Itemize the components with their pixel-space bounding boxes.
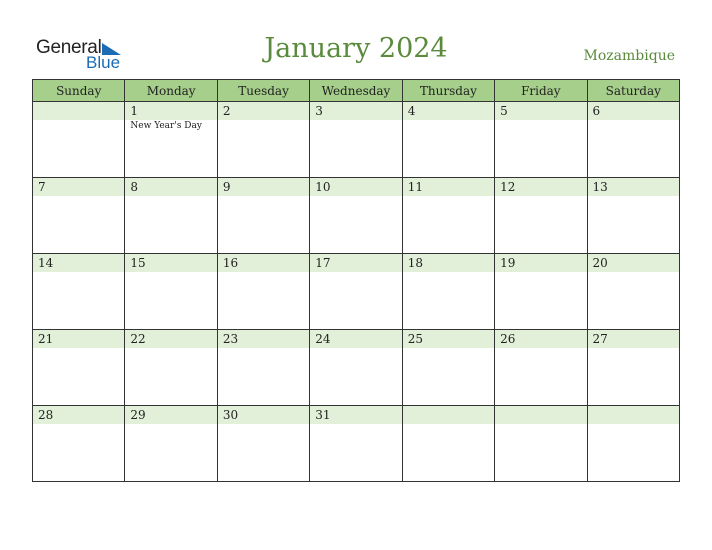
day-cell (33, 254, 125, 330)
day-cell (587, 102, 679, 178)
day-cell (33, 178, 125, 254)
week-row (33, 254, 680, 330)
day-number: 8 (125, 178, 216, 196)
country-label: Mozambique (583, 48, 675, 64)
day-cell (587, 254, 679, 330)
day-number (33, 102, 124, 120)
day-cell (310, 330, 402, 406)
week-row (33, 330, 680, 406)
day-number: 21 (33, 330, 124, 348)
day-number: 15 (125, 254, 216, 272)
day-cell (33, 406, 125, 482)
day-cell (125, 330, 217, 406)
day-cell (402, 406, 494, 482)
day-number: 14 (33, 254, 124, 272)
weekday-header: Sunday (33, 80, 125, 102)
day-number: 6 (588, 102, 679, 120)
day-cell (587, 178, 679, 254)
day-cell (33, 330, 125, 406)
day-number: 1 (125, 102, 216, 120)
day-number: 27 (588, 330, 679, 348)
day-number: 17 (310, 254, 401, 272)
holiday-label: New Year's Day (130, 121, 202, 131)
day-number: 4 (403, 102, 494, 120)
page-title: January 2024 (264, 33, 448, 64)
day-cell (33, 102, 125, 178)
weekday-header: Thursday (402, 80, 494, 102)
day-cell (495, 102, 587, 178)
day-number: 9 (218, 178, 309, 196)
day-number: 29 (125, 406, 216, 424)
day-cell (217, 178, 309, 254)
logo-general-text: General (36, 37, 102, 58)
day-number: 25 (403, 330, 494, 348)
week-row (33, 102, 680, 178)
day-number: 30 (218, 406, 309, 424)
day-number: 12 (495, 178, 586, 196)
day-number: 20 (588, 254, 679, 272)
day-number: 23 (218, 330, 309, 348)
weekday-header: Tuesday (217, 80, 309, 102)
calendar-grid (32, 79, 680, 482)
day-cell (217, 254, 309, 330)
weekday-header-row (33, 80, 680, 102)
day-cell (402, 178, 494, 254)
day-number: 7 (33, 178, 124, 196)
day-cell (587, 406, 679, 482)
weekday-header: Wednesday (310, 80, 402, 102)
day-number: 2 (218, 102, 309, 120)
day-cell (402, 102, 494, 178)
day-cell (310, 254, 402, 330)
day-cell (217, 330, 309, 406)
day-cell (310, 178, 402, 254)
day-number: 3 (310, 102, 401, 120)
week-row (33, 178, 680, 254)
day-number: 19 (495, 254, 586, 272)
day-number (588, 406, 679, 424)
day-number: 13 (588, 178, 679, 196)
day-cell (217, 102, 309, 178)
day-cell (402, 254, 494, 330)
day-cell (125, 254, 217, 330)
day-cell (495, 254, 587, 330)
day-cell (310, 102, 402, 178)
day-number: 5 (495, 102, 586, 120)
day-cell (587, 330, 679, 406)
day-cell (310, 406, 402, 482)
day-number (403, 406, 494, 424)
day-number: 18 (403, 254, 494, 272)
day-number: 16 (218, 254, 309, 272)
weekday-header: Saturday (587, 80, 679, 102)
day-number: 28 (33, 406, 124, 424)
logo-blue-text: Blue (86, 53, 121, 72)
day-number: 22 (125, 330, 216, 348)
day-number (495, 406, 586, 424)
day-number: 26 (495, 330, 586, 348)
day-cell (217, 406, 309, 482)
day-number: 31 (310, 406, 401, 424)
day-cell (125, 102, 217, 178)
weekday-header: Friday (495, 80, 587, 102)
day-cell (402, 330, 494, 406)
day-cell (495, 178, 587, 254)
day-number: 11 (403, 178, 494, 196)
day-cell (125, 406, 217, 482)
day-cell (495, 406, 587, 482)
day-number: 24 (310, 330, 401, 348)
day-cell (495, 330, 587, 406)
weekday-header: Monday (125, 80, 217, 102)
week-row (33, 406, 680, 482)
day-number: 10 (310, 178, 401, 196)
day-cell (125, 178, 217, 254)
